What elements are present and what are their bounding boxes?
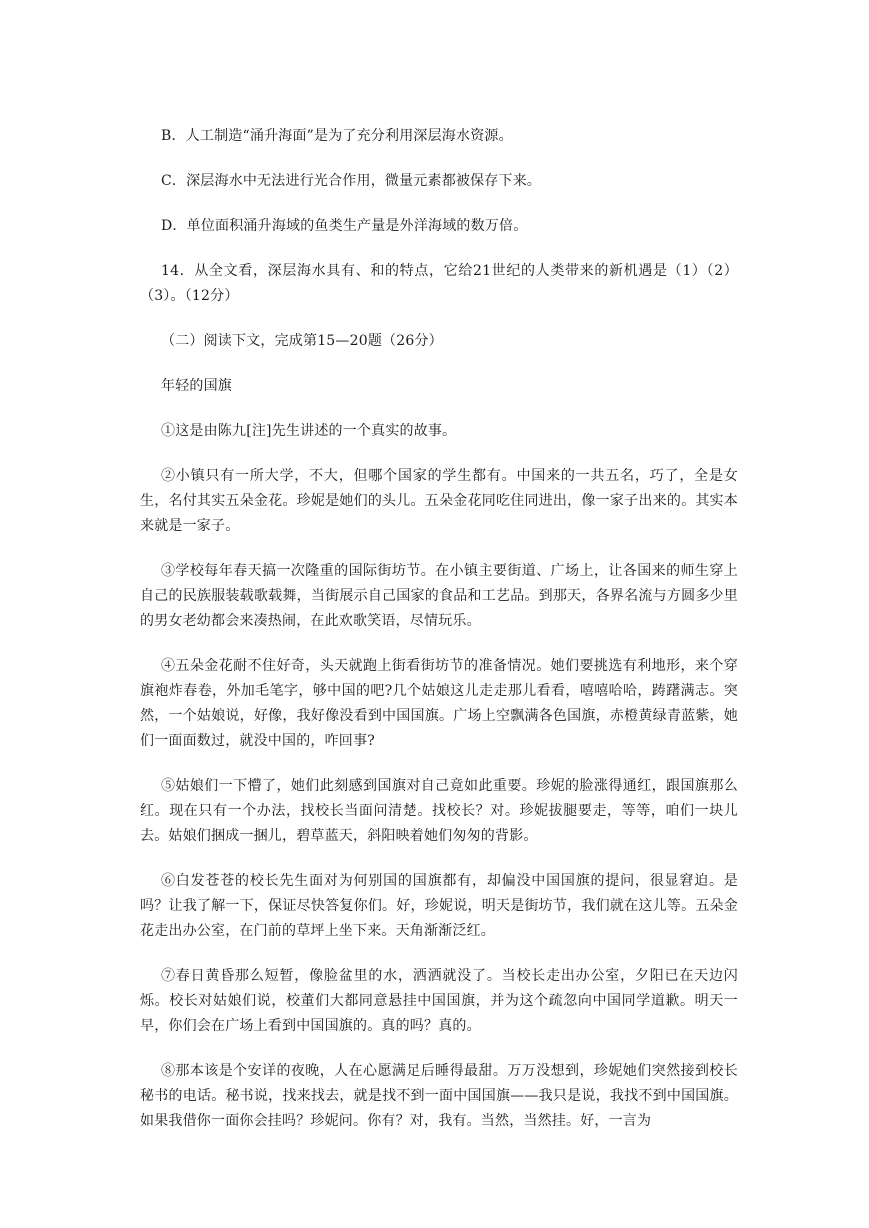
paragraph-4: ④五朵金花耐不住好奇，头天就跑上街看街坊节的准备情况。她们要挑选有利地形，来个穿旗袍炸春卷，外加毛笔字，够中国的吧?几个姑娘这儿走走那儿看看，嘻嘻哈哈，踌躇满志。突然，一个姑娘说，好像，我好像没看到中国国旗。广场上空飘满各色国旗，赤橙黄绿青蓝紫，她们一面面数过，就没中国的，咋回事?: [140, 658, 738, 749]
section-heading: （二）阅读下文，完成第15—20题（26分）: [161, 333, 443, 349]
question-14: 14．从全文看，深层海水具有、和的特点，它给21世纪的人类带来的新机遇是（1）（2）（3）。（12分）: [140, 263, 738, 304]
option-c: C．深层海水中无法进行光合作用，微量元素都被保存下来。: [161, 173, 542, 189]
paragraph-1: ①这是由陈九[注]先生讲述的一个真实的故事。: [161, 423, 457, 439]
paragraph-8: ⑧那本该是个安详的夜晚，人在心愿满足后睡得最甜。万万没想到，珍妮她们突然接到校长秘书的电话。秘书说，找来找去，就是找不到一面中国国旗——我只是说，我找不到中国国旗。如果我借你一面你会挂吗？珍妮问。你有？对，我有。当然，当然挂。好，一言为: [140, 1063, 738, 1129]
article-title: 年轻的国旗: [161, 378, 232, 394]
option-d: D．单位面积涌升海域的鱼类生产量是外洋海域的数万倍。: [161, 218, 528, 234]
paragraph-3: ③学校每年春天搞一次隆重的国际街坊节。在小镇主要街道、广场上，让各国来的师生穿上自己的民族服装载歌载舞，当街展示自己国家的食品和工艺品。到那天，各界名流与方圆多少里的男女老幼都会来凑热闹，在此欢歌笑语，尽情玩乐。: [140, 563, 738, 629]
paragraph-2: ②小镇只有一所大学，不大，但哪个国家的学生都有。中国来的一共五名，巧了，全是女生，名付其实五朵金花。珍妮是她们的头儿。五朵金花同吃住同进出，像一家子出来的。其实本来就是一家子。: [140, 468, 738, 534]
option-b: B．人工制造“涌升海面”是为了充分利用深层海水资源。: [161, 128, 513, 144]
paragraph-7: ⑦春日黄昏那么短暂，像脸盆里的水，洒洒就没了。当校长走出办公室，夕阳已在天边闪烁。校长对姑娘们说，校董们大都同意悬挂中国国旗，并为这个疏忽向中国同学道歉。明天一早，你们会在广场上看到中国国旗的。真的吗？真的。: [140, 968, 738, 1034]
paragraph-6: ⑥白发苍苍的校长先生面对为何别国的国旗都有，却偏没中国国旗的提问，很显窘迫。是吗？让我了解一下，保证尽快答复你们。好，珍妮说，明天是街坊节，我们就在这儿等。五朵金花走出办公室，在门前的草坪上坐下来。天角渐渐泛红。: [140, 873, 738, 939]
paragraph-5: ⑤姑娘们一下懵了，她们此刻感到国旗对自己竟如此重要。珍妮的脸涨得通红，跟国旗那么红。现在只有一个办法，找校长当面问清楚。找校长？对。珍妮拔腿要走，等等，咱们一块儿去。姑娘们捆成一捆儿，碧草蓝天，斜阳映着她们匆匆的背影。: [140, 778, 738, 844]
document-body: [140, 124, 738, 1148]
